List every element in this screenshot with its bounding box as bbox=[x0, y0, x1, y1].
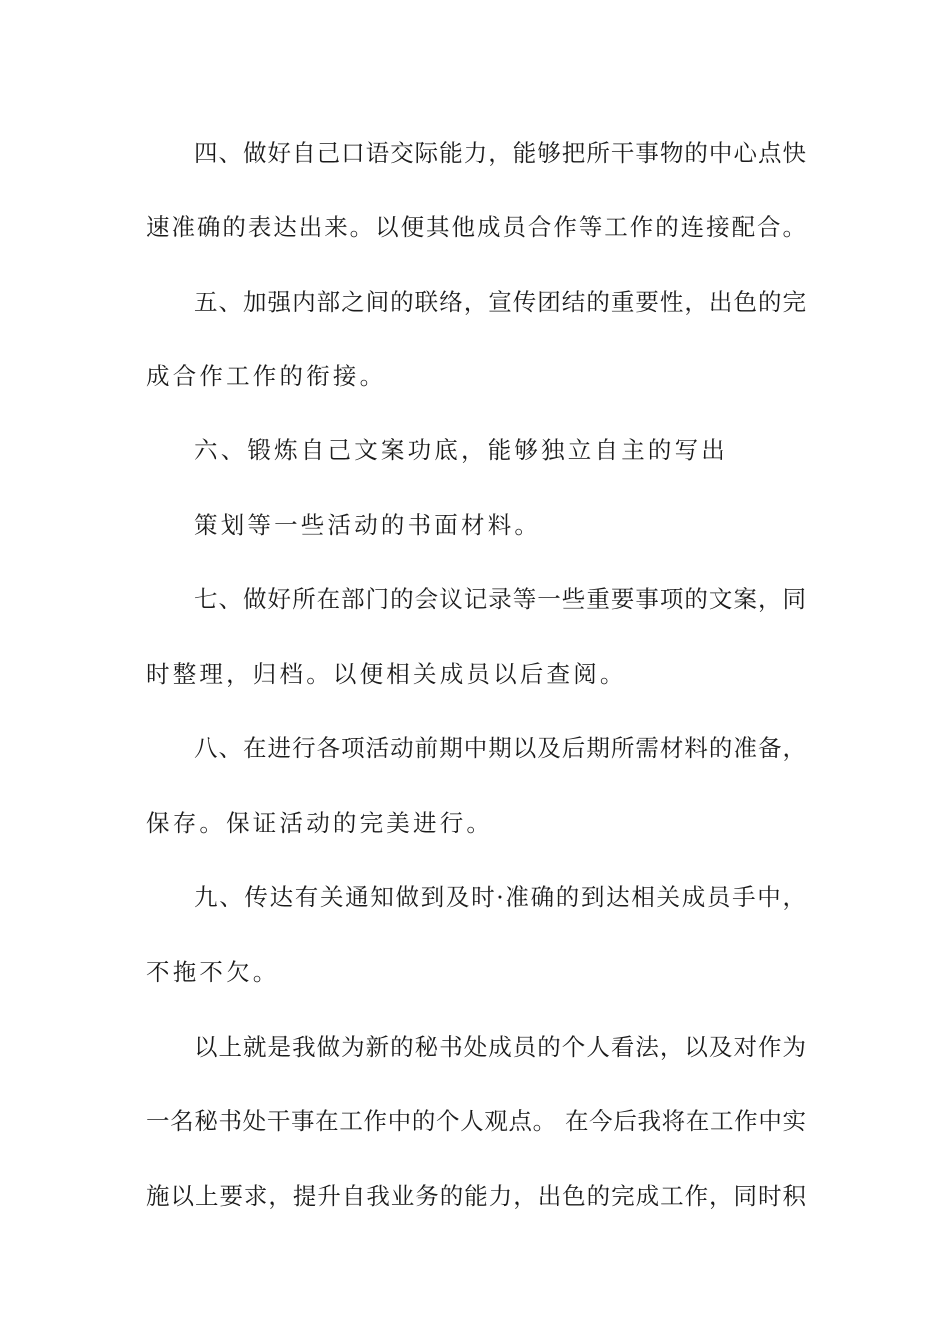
paragraph-line: 施以上要求，提升自我业务的能力，出色的完成工作，同时积 bbox=[146, 1182, 806, 1210]
paragraph-line: 保存。保证活动的完美进行。 bbox=[146, 809, 494, 837]
paragraph-line: 一名秘书处干事在工作中的个人观点。 在今后我将在工作中实 bbox=[146, 1107, 806, 1135]
paragraph-line: 四、做好自己口语交际能力，能够把所干事物的中心点快 bbox=[194, 139, 806, 167]
paragraph-line: 以上就是我做为新的秘书处成员的个人看法，以及对作为 bbox=[194, 1033, 806, 1061]
paragraph-line: 六、锻炼自己文案功底，能够独立自主的写出 bbox=[194, 436, 728, 464]
paragraph-line: 策划等一些活动的书面材料。 bbox=[194, 511, 542, 539]
paragraph-line: 不拖不欠。 bbox=[146, 958, 280, 986]
paragraph-line: 五、加强内部之间的联络，宣传团结的重要性，出色的完 bbox=[194, 288, 806, 316]
paragraph-line: 九、传达有关通知做到及时·准确的到达相关成员手中， bbox=[194, 883, 806, 911]
paragraph-line: 七、做好所在部门的会议记录等一些重要事项的文案，同 bbox=[194, 585, 806, 613]
paragraph-line: 八、在进行各项活动前期中期以及后期所需材料的准备， bbox=[194, 734, 806, 762]
paragraph-line: 速准确的表达出来。以便其他成员合作等工作的连接配合。 bbox=[146, 213, 806, 241]
paragraph-line: 时整理，归档。以便相关成员以后查阅。 bbox=[146, 660, 627, 688]
paragraph-line: 成合作工作的衔接。 bbox=[146, 362, 387, 390]
